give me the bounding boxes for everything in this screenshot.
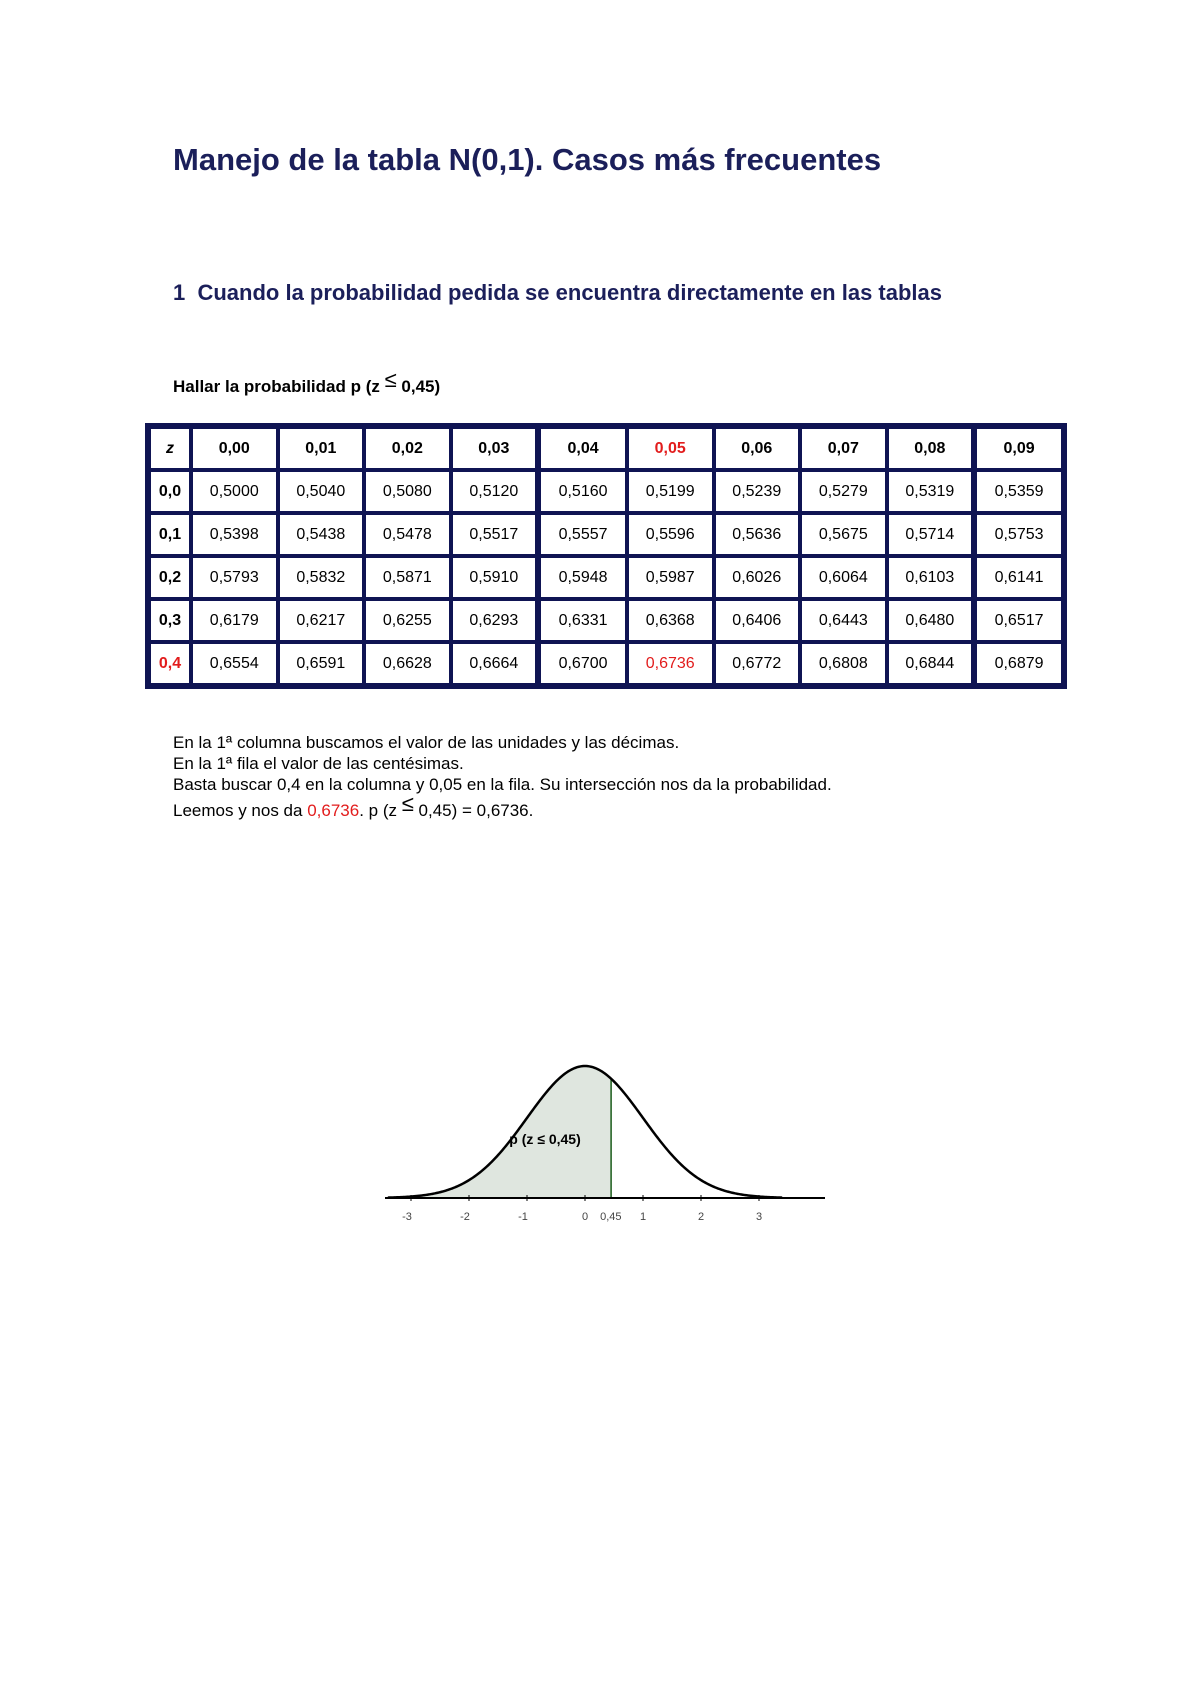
table-cell: 0,5793: [192, 557, 277, 598]
tick-label: -3: [402, 1211, 412, 1223]
prompt-text: Hallar la probabilidad p (z: [173, 377, 380, 396]
table-cell: 0,5910: [452, 557, 537, 598]
table-cell: 0,6026: [715, 557, 800, 598]
table-cell: 0,5675: [801, 514, 886, 555]
row-header: 0,3: [150, 600, 190, 641]
section-number: 1: [173, 280, 186, 305]
leq-symbol-2: ≤: [401, 791, 414, 816]
table-cell: 0,6700: [538, 643, 626, 684]
table-cell: 0,5319: [888, 471, 973, 512]
table-cell: 0,6293: [452, 600, 537, 641]
explanation-line-1: En la 1ª columna buscamos el valor de las unidades y las décimas.: [173, 733, 680, 752]
marker-label: 0,45: [600, 1211, 622, 1223]
table-cell: 0,5871: [365, 557, 450, 598]
table-cell: 0,5753: [974, 514, 1062, 555]
table-cell: 0,6772: [715, 643, 800, 684]
table-cell: 0,5199: [628, 471, 713, 512]
tick-label: 2: [697, 1211, 705, 1223]
column-header: 0,02: [365, 428, 450, 469]
section-heading: [173, 278, 1023, 307]
table-cell: 0,6480: [888, 600, 973, 641]
column-header: 0,08: [888, 428, 973, 469]
normal-curve-graph: [385, 1040, 825, 1245]
table-row: [150, 514, 1062, 555]
tick-label: -1: [518, 1211, 528, 1223]
table-cell: 0,5040: [279, 471, 364, 512]
row-header: 0,1: [150, 514, 190, 555]
table-cell: 0,5517: [452, 514, 537, 555]
table-cell: 0,6628: [365, 643, 450, 684]
table-cell: 0,5160: [538, 471, 626, 512]
column-header: 0,04: [538, 428, 626, 469]
table-row: [150, 643, 1062, 684]
column-header: 0,00: [192, 428, 277, 469]
normal-curve-svg: [385, 1040, 825, 1240]
table-cell: 0,5596: [628, 514, 713, 555]
table-cell: 0,5080: [365, 471, 450, 512]
table-cell: 0,5000: [192, 471, 277, 512]
tick-label: 0: [581, 1211, 589, 1223]
exercise-prompt: [173, 367, 441, 398]
table-row: [150, 557, 1062, 598]
row-header: 0,4: [150, 643, 190, 684]
table-cell: 0,6368: [628, 600, 713, 641]
tick-label: 1: [639, 1211, 647, 1223]
section-heading-text: Cuando la probabilidad pedida se encuentra directamente en las tablas: [197, 280, 943, 305]
table-cell: 0,6664: [452, 643, 537, 684]
table-row: [150, 600, 1062, 641]
table-corner-cell: z: [150, 428, 190, 469]
table-cell: 0,6141: [974, 557, 1062, 598]
table-cell: 0,6406: [715, 600, 800, 641]
table-cell: 0,5279: [801, 471, 886, 512]
table-cell: 0,6103: [888, 557, 973, 598]
table-cell: 0,6591: [279, 643, 364, 684]
table-row: [150, 471, 1062, 512]
result-value: 0,6736: [307, 801, 360, 820]
table-cell: 0,5478: [365, 514, 450, 555]
axis-ticks: [402, 1195, 762, 1223]
tick-label: 3: [755, 1211, 763, 1223]
prompt-value: 0,45): [396, 377, 441, 396]
area-label: p (z ≤ 0,45): [509, 1131, 581, 1147]
column-header: 0,03: [452, 428, 537, 469]
explanation-line-4: [173, 791, 1073, 821]
table-cell: 0,6064: [801, 557, 886, 598]
table-cell: 0,5438: [279, 514, 364, 555]
row-header: 0,2: [150, 557, 190, 598]
table-cell: 0,5120: [452, 471, 537, 512]
explanation-line-3: Basta buscar 0,4 en la columna y 0,05 en la fila. Su intersección nos da la probabilidad.: [173, 775, 832, 794]
z-table: [145, 423, 1067, 689]
column-header: 0,06: [715, 428, 800, 469]
column-header: 0,01: [279, 428, 364, 469]
explanation: [173, 732, 1073, 821]
table-cell: 0,6879: [974, 643, 1062, 684]
table-cell: 0,5359: [974, 471, 1062, 512]
result-text-3: 0,45) = 0,6736.: [413, 801, 534, 820]
table-cell: 0,6331: [538, 600, 626, 641]
table-cell: 0,6808: [801, 643, 886, 684]
row-header: 0,0: [150, 471, 190, 512]
table-cell: 0,6255: [365, 600, 450, 641]
table-cell: 0,6517: [974, 600, 1062, 641]
normal-distribution-table: [145, 423, 1067, 689]
table-cell: 0,6736: [628, 643, 713, 684]
table-header-row: [150, 428, 1062, 469]
table-cell: 0,6217: [279, 600, 364, 641]
table-cell: 0,5948: [538, 557, 626, 598]
leq-symbol: ≤: [384, 367, 397, 392]
table-cell: 0,5832: [279, 557, 364, 598]
table-cell: 0,5636: [715, 514, 800, 555]
table-cell: 0,5557: [538, 514, 626, 555]
result-text-2: . p (z: [359, 801, 402, 820]
explanation-line-2: En la 1ª fila el valor de las centésimas.: [173, 754, 464, 773]
tick-label: -2: [460, 1211, 470, 1223]
column-header: 0,05: [628, 428, 713, 469]
table-cell: 0,5398: [192, 514, 277, 555]
column-header: 0,07: [801, 428, 886, 469]
table-cell: 0,6179: [192, 600, 277, 641]
result-text: Leemos y nos da: [173, 801, 308, 820]
table-cell: 0,5987: [628, 557, 713, 598]
page-title: Manejo de la tabla N(0,1). Casos más frecuentes: [173, 142, 882, 177]
table-cell: 0,6844: [888, 643, 973, 684]
column-header: 0,09: [974, 428, 1062, 469]
table-cell: 0,6443: [801, 600, 886, 641]
table-cell: 0,5239: [715, 471, 800, 512]
table-cell: 0,5714: [888, 514, 973, 555]
table-cell: 0,6554: [192, 643, 277, 684]
